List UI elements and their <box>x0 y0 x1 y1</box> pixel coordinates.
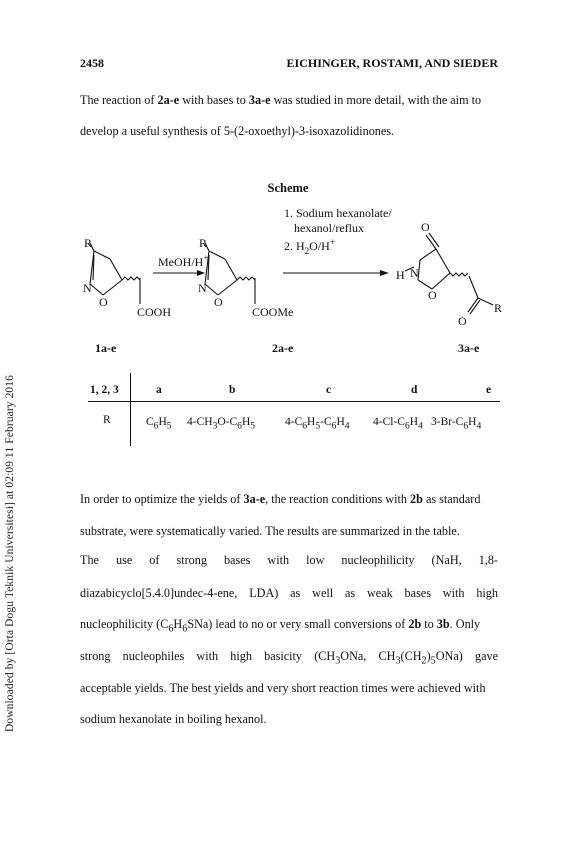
substituent-d: $4-Cl-C_6H_4$ <box>373 416 423 432</box>
para2-line-2: substrate, were systematically varied. The results are summarized in the table. <box>80 524 460 538</box>
reagent-step2: 2. $H_2O/H^+$ <box>284 237 335 256</box>
compound-label-1: 1a-e <box>95 341 117 355</box>
page-number: 2458 <box>80 56 104 70</box>
table-header-d: d <box>411 384 418 396</box>
table-header-label: 1, 2, 3 <box>90 384 119 396</box>
ring-nitrogen: N <box>198 281 207 295</box>
intro-line-2: develop a useful synthesis of 5-(2-oxoethyl)-3-isoxazolidinones. <box>80 124 395 138</box>
r-group-label: R <box>199 236 208 250</box>
table-header-b: b <box>229 384 236 396</box>
para2-line-1: In order to optimize the yields of 3a-e, the reaction conditions with 2b as standard <box>80 492 481 506</box>
ring-nitrogen: N <box>83 281 92 295</box>
intro-line-1: The reaction of 2a-e with bases to 3a-e was studied in more detail, with the aim to <box>80 93 482 107</box>
table-header-e: e <box>486 384 492 396</box>
arrow-head-2 <box>380 270 389 276</box>
compound-label-3: 3a-e <box>458 341 480 355</box>
compound-label-2: 2a-e <box>272 341 294 355</box>
table-horizontal-rule <box>88 401 500 402</box>
para2-line-4: diazabicyclo[5.4.0]undec-4-ene, LDA) as well as weak bases with high <box>80 586 498 600</box>
ring-oxygen: O <box>99 295 108 309</box>
reagent-step1-line2: hexanol/reflux <box>294 221 364 235</box>
reagent-step1-line1: 1. Sodium hexanolate/ <box>284 206 392 220</box>
running-header-authors: EICHINGER, ROSTAMI, AND SIEDER <box>286 56 498 70</box>
substituent-c: $4-C_6H_5-C_6H_4$ <box>285 416 350 432</box>
r-group-label: R <box>494 301 503 315</box>
ring-oxygen: O <box>428 288 437 302</box>
scheme-title: Scheme <box>267 181 309 195</box>
ring-oxygen: O <box>214 295 223 309</box>
download-watermark: Downloaded by [Orta Dogu Teknik Universitesi] at 02:09 11 February 2016 <box>4 375 16 732</box>
ring-nitrogen: N <box>410 266 419 280</box>
para2-line-7: acceptable yields. The best yields and very short reaction times were achieved with <box>80 681 486 695</box>
carbonyl-oxygen: O <box>421 220 430 234</box>
reagent-meoh: MeOH/H+ <box>158 253 209 269</box>
substituent-b: $4-CH_3O-C_6H_5$ <box>187 416 256 432</box>
aldehyde-oxygen: O <box>458 314 467 328</box>
r-group-label: R <box>84 236 93 250</box>
reaction-scheme <box>0 200 576 330</box>
cooh-group: COOH <box>137 305 172 319</box>
table-row-label: R <box>103 414 111 426</box>
para2-line-5: nucleophilicity $(C_6H_6SNa)$ lead to no or very small conversions of 2b to 3b. Only <box>80 617 481 635</box>
para2-line-3: The use of strong bases with low nucleophilicity (NaH, 1,8- <box>80 553 498 567</box>
para2-line-6: strong nucleophiles with high basicity ($CH_3ONa$, $CH_3(CH_2)_5ONa$) gave <box>80 649 498 667</box>
coome-group: COOMe <box>252 305 294 319</box>
substituent-e: $3-Br-C_6H_4$ <box>431 416 482 432</box>
arrow-head-1 <box>197 270 205 276</box>
table-vertical-rule <box>130 373 131 446</box>
table-header-a: a <box>156 384 162 396</box>
table-header-c: c <box>326 384 332 396</box>
para2-line-8: sodium hexanolate in boiling hexanol. <box>80 712 267 726</box>
nh-hydrogen: H <box>396 268 405 282</box>
substituent-a: $C_6H_5$ <box>146 416 172 432</box>
